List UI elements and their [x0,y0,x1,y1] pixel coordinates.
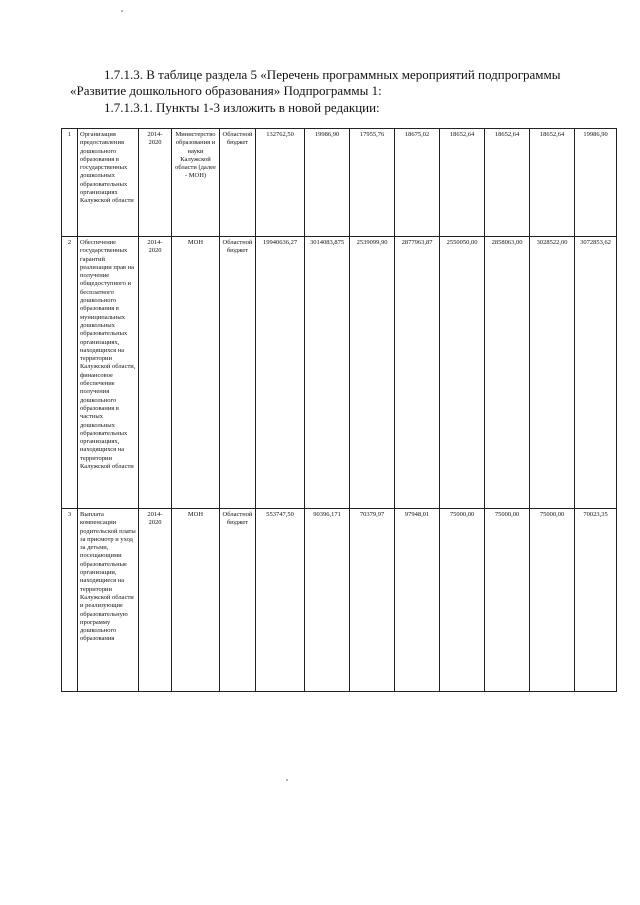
executor: МОН [172,237,220,509]
value-cell: 18675,02 [395,129,440,237]
funding-source: Областной бюджет [220,237,256,509]
value-cell: 18652,64 [485,129,530,237]
value-cell: 2858063,00 [485,237,530,509]
value-cell: 97948,01 [395,509,440,692]
value-cell: 2877963,87 [395,237,440,509]
value-cell: 19940636,27 [256,237,305,509]
value-cell: 18652,64 [440,129,485,237]
value-cell: 70379,97 [350,509,395,692]
row-number: 3 [62,509,78,692]
table-row [62,129,617,237]
table-row [62,237,617,509]
value-cell: 70023,35 [575,509,617,692]
value-cell: 3072853,62 [575,237,617,509]
scan-speck [121,10,123,12]
section-heading-line-1: 1.7.1.3. В таблице раздела 5 «Перечень программных мероприятий подпрограммы [104,67,561,82]
value-cell: 2539099,90 [350,237,395,509]
row-number: 1 [62,129,78,237]
value-cell: 75000,00 [440,509,485,692]
value-cell: 75000,00 [530,509,575,692]
value-cell: 19986,90 [575,129,617,237]
value-cell: 17955,76 [350,129,395,237]
period: 2014-2020 [139,509,172,692]
row-number: 2 [62,237,78,509]
value-cell: 75000,00 [485,509,530,692]
scan-speck [286,779,288,781]
section-heading-line-3: 1.7.1.3.1. Пункты 1-3 изложить в новой редакции: [104,100,380,115]
value-cell: 2550050,00 [440,237,485,509]
value-cell: 132762,50 [256,129,305,237]
program-activities-table [61,128,617,692]
funding-source: Областной бюджет [220,509,256,692]
value-cell: 3014083,875 [305,237,350,509]
value-cell: 18652,64 [530,129,575,237]
section-heading-line-2: «Развитие дошкольного образования» Подпрограммы 1: [70,83,382,98]
funding-source: Областной бюджет [220,129,256,237]
executor: МОН [172,509,220,692]
activity-name: Обеспечение государственных гарантий реализации прав на получение общедоступного и бесплатного дошкольного образования в муниципальных дошкольных образовательных организациях, находящихся на территории Калужской области, финансовое обеспечение получения дошкольного образования в частных дошкольных образовательных организациях, находящихся на территории Калужской области [78,237,139,509]
activity-name: Организация предоставления дошкольного образования в государственных дошкольных образовательных организациях Калужской области [78,129,139,237]
table-row [62,509,617,692]
value-cell: 3028522,00 [530,237,575,509]
value-cell: 19986,90 [305,129,350,237]
period: 2014-2020 [139,237,172,509]
activity-name: Выплата компенсации родительской платы за присмотр и уход за детьми, посещающими образовательные организации, находящиеся на территории Калужской области и реализующие образовательную программу дошкольного образования [78,509,139,692]
executor: Министерство образования и науки Калужской области (далее - МОН) [172,129,220,237]
period: 2014-2020 [139,129,172,237]
value-cell: 553747,50 [256,509,305,692]
value-cell: 90396,171 [305,509,350,692]
